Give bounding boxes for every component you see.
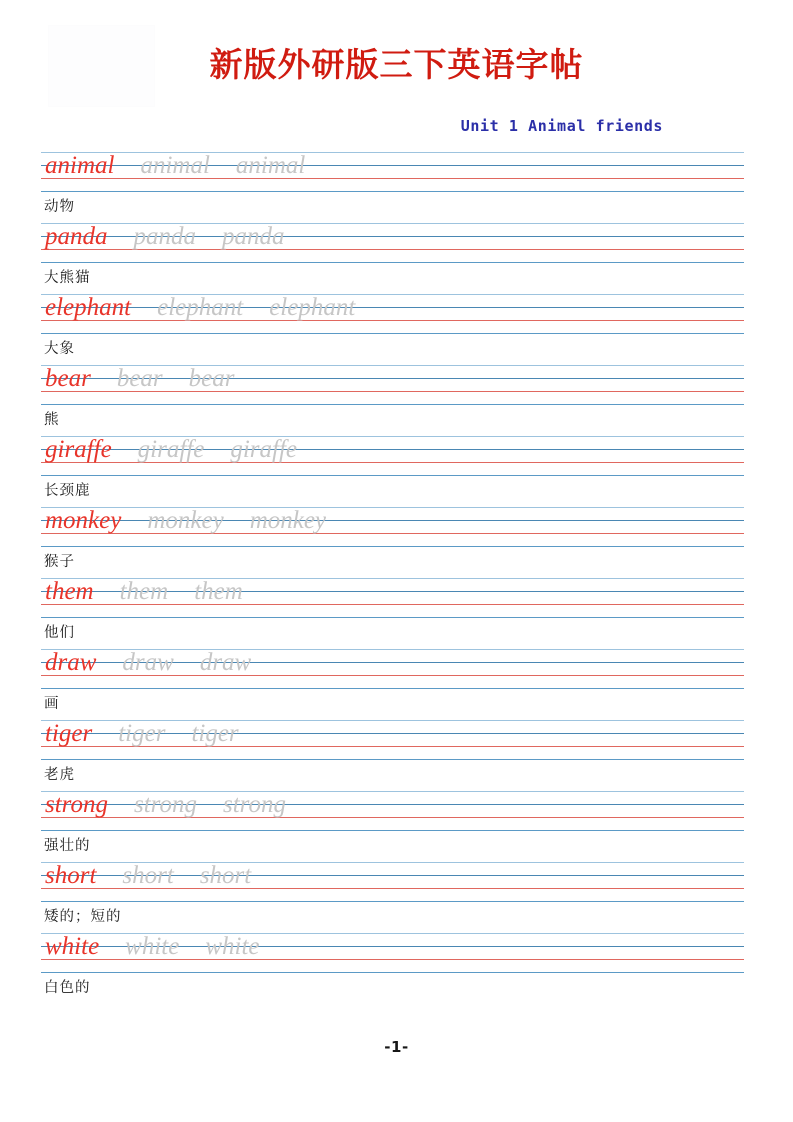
- handwriting-practice-sheet: [41, 152, 744, 1004]
- word-trace-ghost: short: [199, 862, 252, 889]
- word-trace-ghost: monkey: [147, 507, 224, 534]
- word-model: elephant: [45, 294, 132, 321]
- word-trace-line: [45, 928, 286, 962]
- word-trace-ghost: panda: [222, 223, 285, 250]
- word-gloss: 强壮的: [44, 838, 91, 854]
- word-trace-ghost: tiger: [191, 720, 239, 747]
- word-model: animal: [45, 152, 115, 179]
- word-trace-line: [45, 857, 277, 891]
- word-trace-ghost: animal: [140, 152, 210, 179]
- word-gloss: 动物: [44, 199, 75, 215]
- word-trace-ghost: white: [205, 933, 260, 960]
- practice-row: [41, 720, 744, 791]
- word-model: giraffe: [45, 436, 112, 463]
- word-model: monkey: [45, 507, 122, 534]
- word-trace-ghost: monkey: [249, 507, 327, 534]
- word-model: short: [45, 862, 97, 889]
- word-trace-line: [45, 431, 323, 465]
- ruling-line-4: [41, 688, 744, 689]
- word-gloss: 矮的；短的: [44, 909, 122, 925]
- word-trace-ghost: elephant: [157, 294, 244, 321]
- word-gloss: 大象: [44, 341, 75, 357]
- word-trace-ghost: giraffe: [137, 436, 205, 463]
- practice-row: [41, 791, 744, 862]
- page-number: -1-: [384, 1038, 409, 1056]
- unit-subtitle: Unit 1 Animal friends: [460, 117, 663, 135]
- ruling-line-4: [41, 333, 744, 334]
- word-trace-ghost: animal: [235, 152, 306, 179]
- practice-row: [41, 365, 744, 436]
- ruling-line-4: [41, 901, 744, 902]
- practice-row: [41, 152, 744, 223]
- word-trace-line: [45, 644, 277, 678]
- word-trace-ghost: bear: [188, 365, 235, 392]
- word-trace-ghost: draw: [122, 649, 174, 676]
- word-trace-ghost: them: [194, 578, 243, 605]
- word-trace-ghost: tiger: [118, 720, 166, 747]
- word-trace-ghost: bear: [116, 365, 163, 392]
- word-trace-ghost: white: [125, 933, 180, 960]
- word-trace-line: [45, 360, 260, 394]
- word-trace-ghost: giraffe: [230, 436, 298, 463]
- word-model: white: [45, 933, 100, 960]
- word-trace-ghost: short: [122, 862, 174, 889]
- word-model: draw: [45, 649, 97, 676]
- word-model: panda: [45, 223, 108, 250]
- word-gloss: 画: [44, 696, 60, 712]
- word-trace-ghost: elephant: [269, 294, 356, 321]
- word-gloss: 他们: [44, 625, 75, 641]
- practice-row: [41, 507, 744, 578]
- word-trace-ghost: panda: [133, 223, 196, 250]
- word-trace-ghost: strong: [133, 791, 197, 818]
- ruling-line-4: [41, 617, 744, 618]
- ruling-line-4: [41, 759, 744, 760]
- practice-row: [41, 294, 744, 365]
- word-trace-line: [45, 147, 331, 181]
- word-trace-line: [45, 218, 311, 252]
- word-model: bear: [45, 365, 91, 392]
- word-trace-line: [45, 502, 352, 536]
- practice-row: [41, 933, 744, 1004]
- word-gloss: 白色的: [44, 980, 91, 996]
- practice-row: [41, 649, 744, 720]
- word-trace-ghost: them: [119, 578, 169, 605]
- word-model: tiger: [45, 720, 93, 747]
- practice-row: [41, 223, 744, 294]
- word-trace-line: [45, 786, 312, 820]
- word-model: strong: [45, 791, 108, 818]
- ruling-line-4: [41, 475, 744, 476]
- ruling-line-4: [41, 404, 744, 405]
- word-trace-ghost: draw: [199, 649, 252, 676]
- word-trace-ghost: strong: [222, 791, 286, 818]
- ruling-line-4: [41, 546, 744, 547]
- word-model: them: [45, 578, 94, 605]
- ruling-line-4: [41, 191, 744, 192]
- word-gloss: 猴子: [44, 554, 75, 570]
- page-title: 新版外研版三下英语字帖: [209, 45, 584, 84]
- word-trace-line: [45, 715, 265, 749]
- word-gloss: 长颈鹿: [44, 483, 91, 499]
- word-gloss: 熊: [44, 412, 60, 428]
- practice-row: [41, 862, 744, 933]
- word-trace-line: [45, 573, 269, 607]
- ruling-line-4: [41, 972, 744, 973]
- word-gloss: 老虎: [44, 767, 75, 783]
- word-trace-line: [45, 289, 381, 323]
- word-gloss: 大熊猫: [44, 270, 91, 286]
- ruling-line-4: [41, 830, 744, 831]
- practice-row: [41, 578, 744, 649]
- ruling-line-4: [41, 262, 744, 263]
- practice-row: [41, 436, 744, 507]
